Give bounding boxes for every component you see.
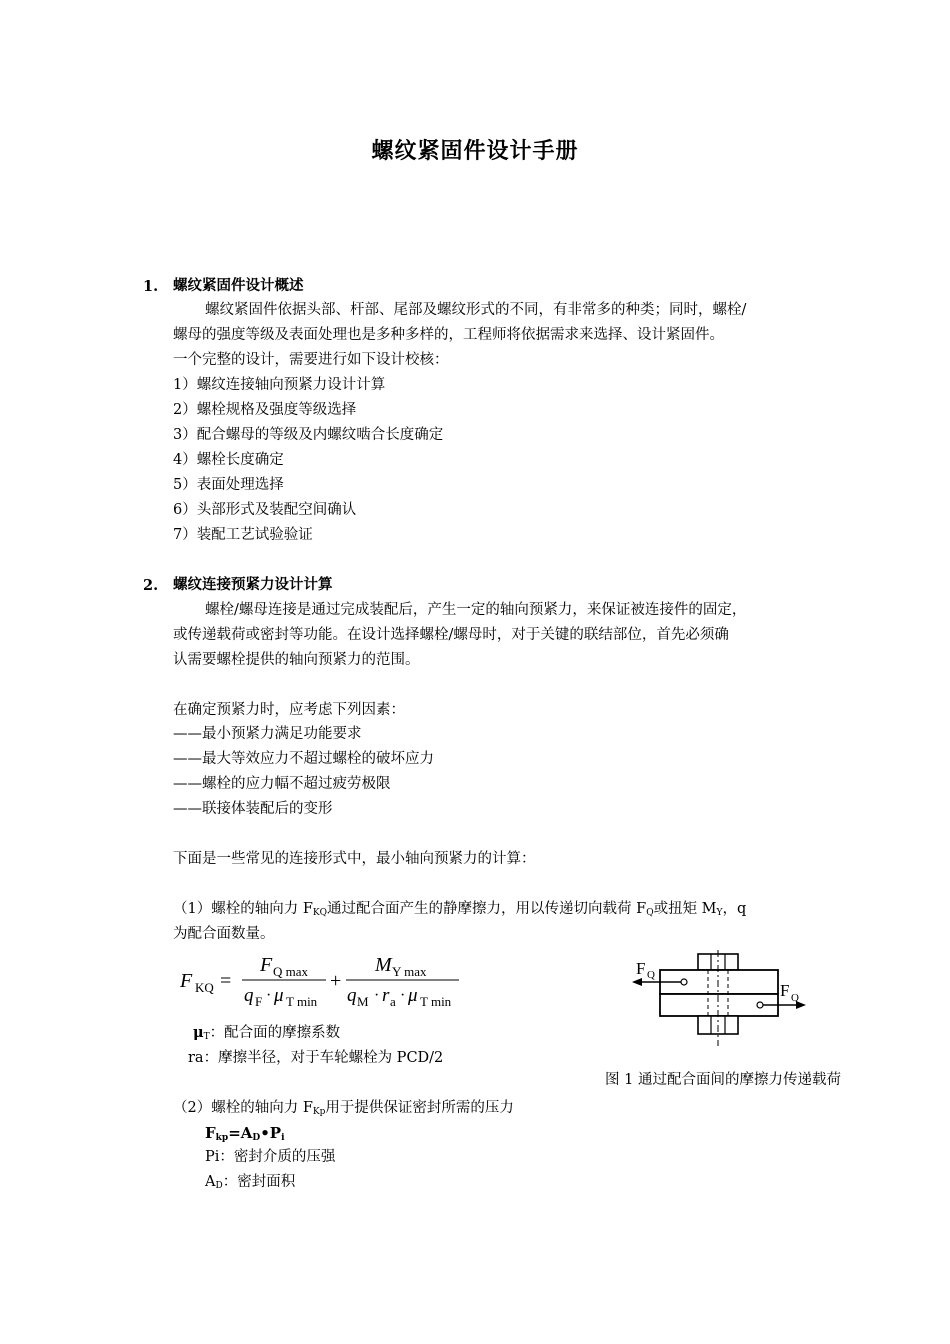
formula-numerator-2-sub: Y max (392, 964, 427, 979)
factor-item: ——最大等效应力不超过螺栓的破坏应力 (173, 751, 434, 767)
section-2-number: 2. (143, 577, 159, 594)
formula-lhs: F (180, 970, 193, 992)
force-point-right (757, 1002, 763, 1008)
bolted-joint-figure (630, 950, 810, 1055)
formula-denominator-1a-sub: F (255, 994, 263, 1009)
formula-dot: · (374, 987, 380, 1004)
figure-label-left-sub: Q (647, 969, 655, 981)
formula-denominator-2a-sub: M (357, 994, 369, 1009)
figure-label-right-sub: Q (791, 992, 799, 1004)
section-1-para-line: 一个完整的设计，需要进行如下设计校核： (173, 352, 449, 368)
factor-item: ——联接体装配后的变形 (173, 801, 333, 817)
formula-numerator-1: F (260, 954, 273, 976)
formula-denominator-2b-sub: a (390, 994, 396, 1009)
section-2-para-line: 认需要螺栓提供的轴向预紧力的范围。 (173, 652, 420, 668)
force-arrow-left-head (632, 978, 642, 986)
section-2-para-line: 螺栓/螺母连接是通过完成装配后，产生一定的轴向预紧力，来保证被连接件的固定， (205, 602, 747, 618)
ra-definition: ra：摩擦半径，对于车轮螺栓为 PCD/2 (188, 1050, 444, 1066)
friction-formula (176, 950, 476, 1012)
checklist-item: 1）螺纹连接轴向预紧力设计计算 (173, 377, 386, 393)
formula-denominator-2c: μ (408, 985, 418, 1006)
section-2-heading: 螺纹连接预紧力设计计算 (173, 576, 333, 593)
factors-intro: 在确定预紧力时，应考虑下列因素： (173, 702, 405, 718)
case-2-description: （2）螺栓的轴向力 $F_{Kp}$用于提供保证密封所需的压力 (173, 1100, 514, 1117)
checklist-item: 4）螺栓长度确定 (173, 452, 284, 468)
figure-label-right: F (780, 981, 790, 1000)
ad-definition: $A_D$：密封面积 (205, 1174, 296, 1191)
checklist-item: 3）配合螺母的等级及内螺纹啮合长度确定 (173, 427, 444, 443)
checklist-item: 2）螺栓规格及强度等级选择 (173, 402, 357, 418)
formula-denominator-1b: μ (274, 985, 284, 1006)
mu-definition: $\mu_T$：配合面的摩擦系数 (193, 1024, 341, 1042)
formula-dot: · (400, 987, 406, 1004)
checklist-item: 6）头部形式及装配空间确认 (173, 502, 357, 518)
section-1-number: 1. (143, 278, 159, 295)
formula-denominator-2a: q (347, 985, 357, 1006)
formula-denominator-1a: q (244, 985, 254, 1006)
formula-denominator-2c-sub: T min (420, 994, 452, 1009)
formula-numerator-2: M (375, 954, 392, 976)
formula-lhs-sub: KQ (195, 980, 214, 995)
force-point-left (681, 979, 687, 985)
formula-denominator-1b-sub: T min (286, 994, 318, 1009)
case-1-description: （1）螺栓的轴向力 $F_{KQ}$通过配合面产生的静摩擦力，用以传递切向载荷 $F_Q$或扭矩 $M_Y$，q (173, 901, 747, 918)
section-2-para-line: 或传递载荷或密封等功能。在设计选择螺栓/螺母时，对于关键的联结部位，首先必须确 (173, 627, 729, 643)
checklist-item: 5）表面处理选择 (173, 477, 284, 493)
pi-definition: Pi：密封介质的压强 (205, 1149, 336, 1165)
factor-item: ——螺栓的应力幅不超过疲劳极限 (173, 776, 391, 792)
checklist-item: 7）装配工艺试验验证 (173, 527, 313, 543)
formula-dot: · (266, 987, 272, 1004)
seal-formula: $F_{kp}=A_D•P_i$ (205, 1124, 285, 1143)
figure-caption: 图 1 通过配合面间的摩擦力传递载荷 (605, 1072, 841, 1088)
section-1-heading: 螺纹紧固件设计概述 (173, 277, 304, 294)
document-title: 螺纹紧固件设计手册 (371, 138, 579, 164)
calc-intro: 下面是一些常见的连接形式中，最小轴向预紧力的计算： (173, 851, 536, 867)
formula-equals: = (220, 970, 232, 992)
case-1-description-line-2: 为配合面数量。 (173, 926, 275, 942)
figure-label-left: F (636, 959, 646, 978)
formula-numerator-1-sub: Q max (273, 964, 309, 979)
factor-item: ——最小预紧力满足功能要求 (173, 726, 362, 742)
section-1-para-line: 螺母的强度等级及表面处理也是多种多样的，工程师将依据需求来选择、设计紧固件。 (173, 327, 724, 343)
section-1-para-line: 螺纹紧固件依据头部、杆部、尾部及螺纹形式的不同，有非常多的种类；同时，螺栓/ (205, 302, 747, 318)
formula-plus: + (330, 970, 342, 992)
formula-denominator-2b: r (382, 985, 390, 1006)
